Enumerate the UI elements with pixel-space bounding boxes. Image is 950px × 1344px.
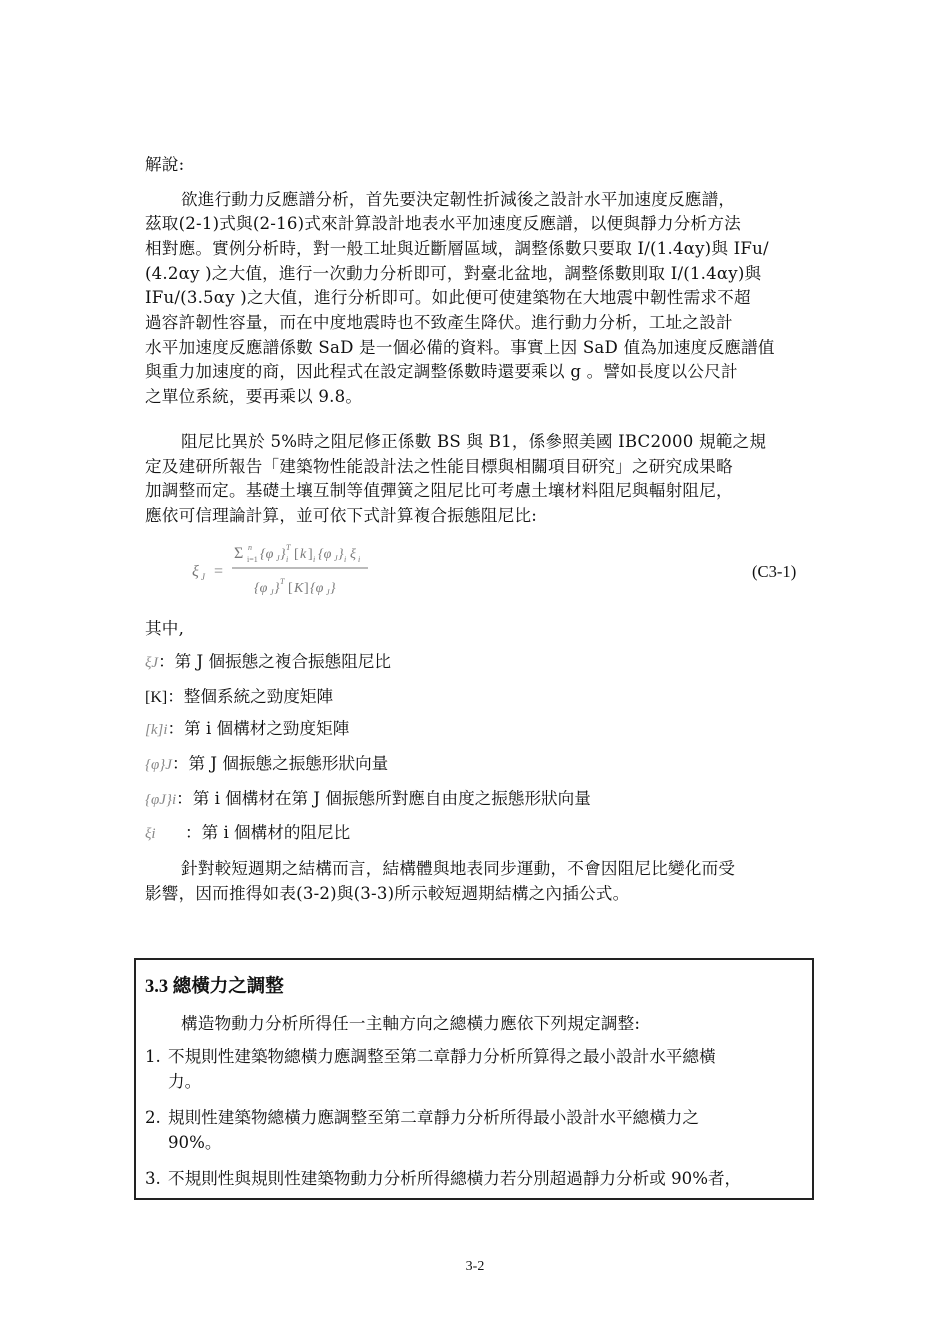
svg-text:i: i	[358, 555, 361, 564]
svg-text:{φ: {φ	[254, 581, 268, 596]
list-item-text: 90%。	[168, 1133, 222, 1152]
svg-text:=: =	[214, 563, 224, 580]
svg-text:K: K	[294, 581, 304, 596]
svg-text:[: [	[294, 547, 299, 562]
svg-text:}: }	[330, 581, 336, 596]
svg-text:i: i	[344, 555, 347, 564]
definition-row	[145, 752, 388, 777]
para1-line-2: 茲取(2-1)式與(2-16)式來計算設計地表水平加速度反應譜，以便與靜力分析方法	[145, 214, 741, 233]
definition-text: ：第 i 個構材在第 J 個振態所對應自由度之振態形狀向量	[176, 789, 591, 808]
svg-text:ξ: ξ	[350, 547, 356, 562]
svg-text:J: J	[334, 554, 338, 563]
definition-symbol: ξJ	[145, 655, 159, 671]
list-item-text: 不規則性與規則性建築物動力分析所得總橫力若分別超過靜力分析或 90%者，	[168, 1169, 742, 1188]
para1-line-3: 相對應。實例分析時，對一般工址與近斷層區域，調整係數只要取 I/(1.4αy)與 IFu/	[145, 239, 769, 258]
para1-line-9: 之單位系統，要再乘以 9.8。	[145, 387, 363, 406]
section-bottom-rule	[134, 1198, 814, 1200]
para3-line-1: 針對較短週期之結構而言，結構體與地表同步運動，不會因阻尼比變化而受	[181, 859, 736, 878]
definition-row	[145, 650, 391, 675]
svg-text:Σ: Σ	[234, 545, 244, 562]
svg-text:{φ: {φ	[318, 547, 332, 562]
definition-symbol: ξi	[145, 826, 156, 842]
section-intro: 構造物動力分析所得任一主軸方向之總橫力應依下列規定調整:	[181, 1014, 641, 1033]
list-item-number: 1.	[145, 1047, 161, 1066]
definition-row	[145, 787, 591, 812]
para3-line-2: 影響，因而推得如表(3-2)與(3-3)所示較短週期結構之內插公式。	[145, 884, 630, 903]
list-item-number: 2.	[145, 1108, 161, 1127]
svg-text:}: }	[280, 547, 286, 562]
para2-line-2: 定及建研所報告「建築物性能設計法之性能目標與相關項目研究」之研究成果略	[145, 457, 733, 476]
svg-text:ξ: ξ	[192, 563, 199, 580]
list-item-text: 規則性建築物總橫力應調整至第二章靜力分析所得最小設計水平總橫力之	[168, 1108, 699, 1127]
damping-ratio-formula	[190, 536, 420, 604]
para1-line-5: IFu/(3.5αy )之大值，進行分析即可。如此便可使建築物在大地震中韌性需求不超	[145, 288, 751, 307]
svg-text:T: T	[286, 543, 291, 552]
definition-symbol: {φ}J	[145, 757, 172, 773]
section-title: 3.3 總橫力之調整	[145, 977, 284, 997]
svg-text:i: i	[313, 555, 316, 564]
definition-row	[145, 717, 349, 742]
svg-text:J: J	[201, 572, 205, 582]
svg-text:J: J	[326, 588, 330, 597]
svg-text:J: J	[276, 554, 280, 563]
equation-number: (C3-1)	[752, 562, 797, 581]
list-item-number: 3.	[145, 1169, 161, 1188]
para1-line-8: 與重力加速度的商，因此程式在設定調整係數時還要乘以 g 。譬如長度以公尺計	[145, 362, 738, 381]
para2-line-1: 阻尼比異於 5%時之阻尼修正係數 BS 與 B1，係參照美國 IBC2000 規範之規	[181, 432, 767, 451]
svg-text:{φ: {φ	[310, 581, 324, 596]
svg-text:}: }	[274, 581, 280, 596]
svg-text:J: J	[270, 588, 274, 597]
definition-text: ：第 i 個構材之勁度矩陣	[167, 719, 350, 738]
svg-text:T: T	[280, 577, 285, 586]
definition-row	[145, 685, 333, 709]
para1-line-7: 水平加速度反應譜係數 SaD 是一個必備的資料。事實上因 SaD 值為加速度反應譜值	[145, 338, 775, 357]
para1-line-6: 過容許韌性容量，而在中度地震時也不致產生降伏。進行動力分析，工址之設計	[145, 313, 733, 332]
svg-text:n: n	[248, 543, 252, 552]
definition-text: ：第 i 個構材的阻尼比	[185, 823, 351, 842]
para1-line-4: (4.2αy )之大值，進行一次動力分析即可，對臺北盆地，調整係數則取 I/(1.4αy)與	[145, 264, 762, 283]
svg-text:{φ: {φ	[260, 547, 274, 562]
svg-text:i: i	[286, 555, 289, 564]
svg-text:k: k	[300, 547, 307, 562]
definition-text: ：第 J 個振態之複合振態阻尼比	[158, 652, 392, 671]
svg-text:[: [	[288, 581, 293, 596]
where-label: 其中,	[145, 619, 185, 638]
commentary-label: 解說:	[145, 155, 185, 174]
definition-text: ：第 J 個振態之振態形狀向量	[171, 754, 389, 773]
definition-symbol: [k]i	[145, 722, 168, 738]
svg-text:i=1: i=1	[247, 555, 258, 564]
definition-symbol: [K]	[145, 689, 168, 706]
svg-text:]: ]	[304, 581, 309, 596]
list-item-text: 不規則性建築物總橫力應調整至第二章靜力分析所算得之最小設計水平總橫	[168, 1047, 716, 1066]
para2-line-4: 應依可信理論計算，並可依下式計算複合振態阻尼比:	[145, 506, 538, 525]
para1-line-1: 欲進行動力反應譜分析，首先要決定韌性折減後之設計水平加速度反應譜，	[181, 190, 736, 209]
list-item-text: 力。	[168, 1072, 202, 1091]
definition-symbol: {φJ}i	[145, 792, 177, 808]
page-number: 3-2	[465, 1259, 485, 1274]
definition-row	[145, 821, 350, 846]
definition-text: ：整個系統之勁度矩陣	[167, 687, 334, 706]
svg-text:]: ]	[308, 547, 313, 562]
svg-text:}: }	[338, 547, 344, 562]
para2-line-3: 加調整而定。基礎土壤互制等值彈簧之阻尼比可考慮土壤材料阻尼與輻射阻尼，	[145, 481, 733, 500]
